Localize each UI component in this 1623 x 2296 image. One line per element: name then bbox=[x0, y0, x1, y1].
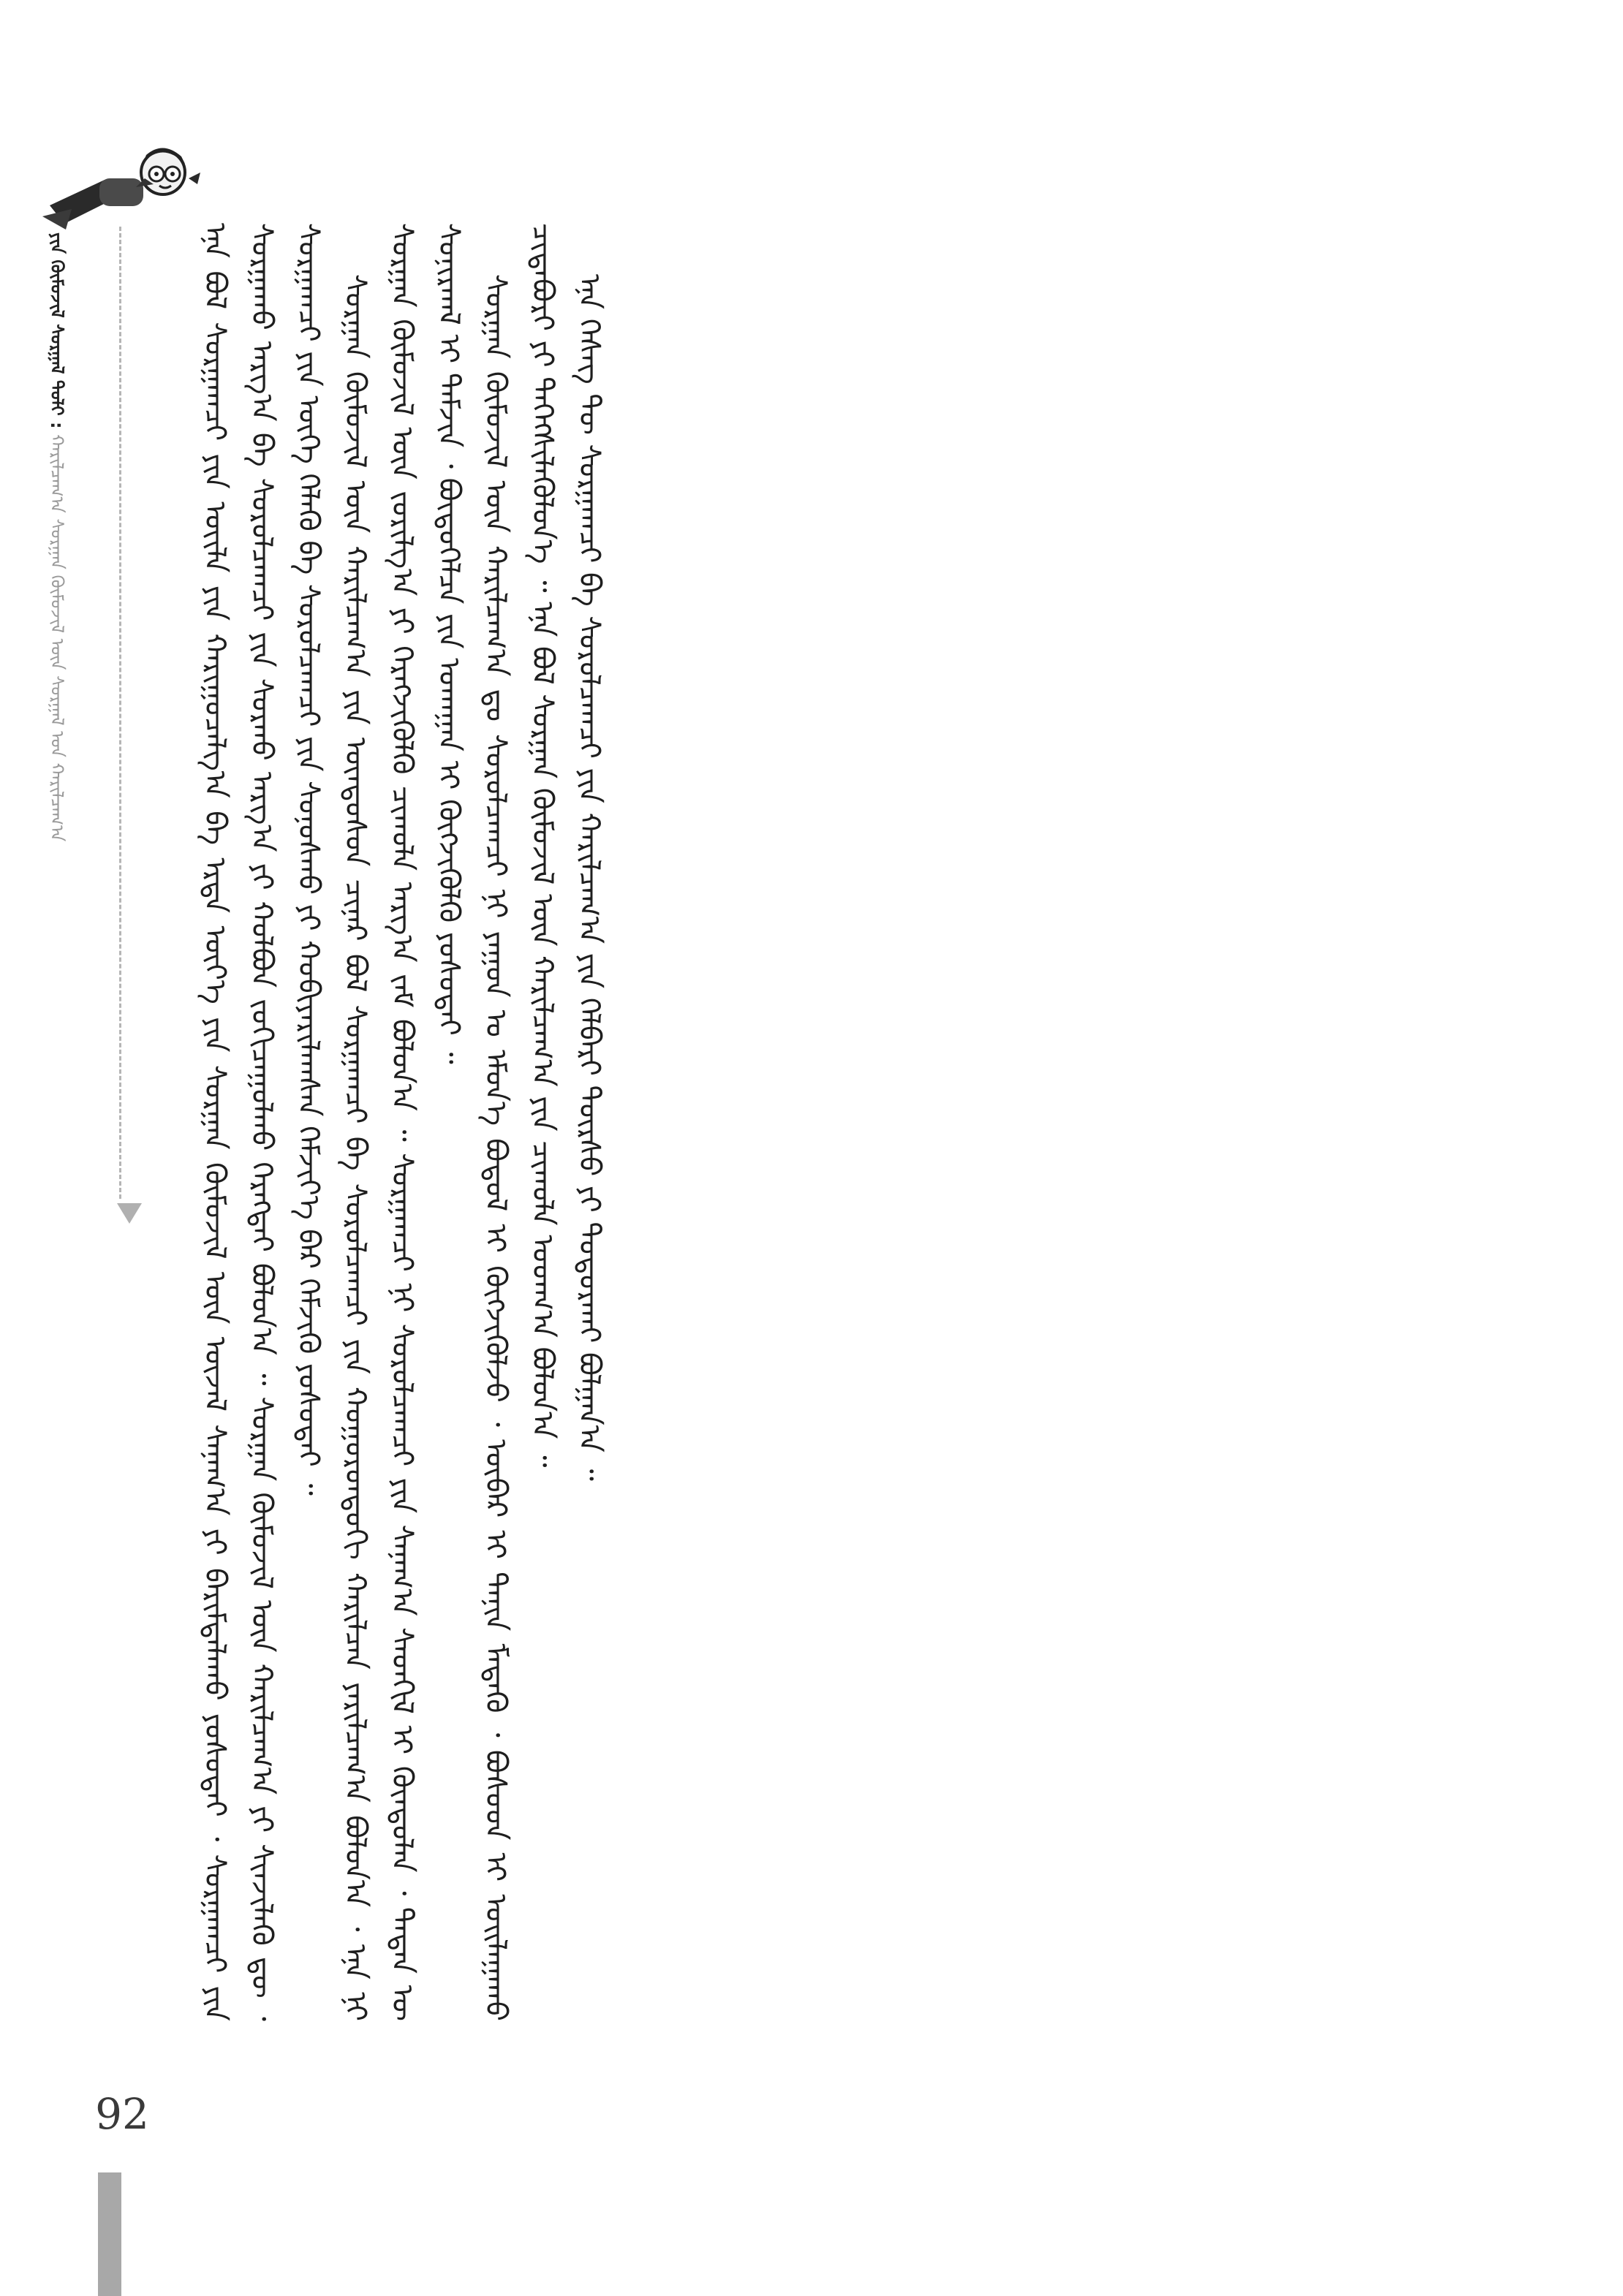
paragraph: ᠡᠨᠡ ᠬᠡᠰᠡᠭ ᠲᠦ ᠰᠤᠷᠭᠠᠭᠴᠢ ᠪᠠ ᠰᠤᠷᠤᠯᠴᠠᠭᠴᠢ ᠶᠢᠨ ᠬᠠᠷᠢᠯᠴᠠᠭ᠎ᠠ ᠶᠢᠨ ᠬᠡᠯᠪᠡᠷᠢ ᠳᠦᠷᠰᠦ ᠶᠢ ᠲᠣᠳᠣᠷᠬᠠᠢ ᠪᠣᠯᠭᠠᠨ᠎ᠠ ᠃ bbox=[572, 274, 606, 1482]
running-head-title: ᠬᠠᠷᠢᠯᠴᠠᠭ᠎ᠠ ᠰᠤᠷᠭᠠᠨ ᠬᠦᠮᠦᠵᠢᠯ ᠦᠨ ᠰᠤᠷᠭᠠᠯ ᠤᠨ ᠬᠠᠷᠢᠯᠴᠠᠭ᠎ᠠ bbox=[47, 434, 67, 842]
page-number: 92 bbox=[95, 2089, 149, 2139]
running-head bbox=[42, 232, 72, 1197]
paragraph: ᠡᠨᠡ ᠪᠣᠯ ᠰᠤᠷᠭᠠᠭᠴᠢ ᠶᠢᠨ ᠦᠢᠯᠡ ᠶᠢᠨ ᠬᠠᠷᠢᠭᠤᠴᠠᠯᠭ᠎ᠠ ᠪᠠ ᠡᠷᠲᠡ ᠦᠶ᠎ᠡ ᠶᠢᠨ ᠰᠤᠷᠭᠠᠨ ᠬᠦᠮᠦᠵᠢᠯ ᠦᠨ ᠦᠵᠡᠯ ᠰᠠᠨᠠᠭ᠎ᠠ ᠶᠢ ᠪᠠᠷᠢᠮᠲᠠᠯᠠᠬᠤ ᠶᠤᠰᠤᠲᠠᠢ ᠂ ᠰᠤᠷᠭᠠᠭᠴᠢ ᠶᠢᠨ ᠰᠤᠷᠭᠠᠬᠤ ᠠᠷᠭ᠎ᠠ ᠪᠠ ᠰᠤᠷᠤᠯᠴᠠᠭᠴᠢ ᠶᠢᠨ ᠰᠤᠷᠬᠤ ᠠᠷᠭ᠎ᠠ ᠶᠢ ᠬᠣᠯᠪᠣᠨ ᠵᠣᠬᠢᠴᠠᠭᠤᠯᠬᠤ ᠬᠡᠷᠡᠭᠲᠡᠢ ᠪᠣᠯᠤᠨ᠎ᠠ ᠃ ᠰᠤᠷᠭᠠᠨ ᠬᠦᠮᠦᠵᠢᠯ ᠦᠨ ᠬᠠᠷᠢᠯᠴᠠᠭ᠎ᠠ ᠶᠢ ᠰᠢᠨᠵᠢᠯᠡᠬᠦ ᠳᠦ ᠂ ᠰᠤᠷᠭᠠᠭᠴᠢ ᠶᠢᠨ ᠦᠭᠡ ᠬᠡᠯᠡᠬᠦ ᠪᠠ ᠰᠤᠷᠤᠯᠴᠠᠭᠴᠢ ᠶᠢᠨ ᠰᠤᠨᠣᠰᠬᠤ ᠶᠢ ᠬᠤᠪᠢᠶᠠᠷᠢᠯᠠᠭᠰᠠᠨ ᠬᠡᠮᠵᠢᠶ᠎ᠡ ᠪᠡᠷ ᠬᠡᠮᠵᠢᠬᠦ ᠶᠤᠰᠤᠲᠠᠢ ᠃ bbox=[198, 223, 325, 2021]
dashed-guide-line bbox=[119, 227, 121, 1199]
paragraph: ᠰᠤᠷᠭᠠᠨ ᠬᠦᠮᠦᠵᠢᠯ ᠦᠨ ᠬᠠᠷᠢᠯᠴᠠᠭ᠎ᠠ ᠶᠢᠨ ᠦᠨᠳᠦᠰᠦᠨ ᠴᠢᠨᠠᠷ ᠪᠣᠯ ᠰᠤᠷᠭᠠᠭᠴᠢ ᠪᠠ ᠰᠤᠷᠤᠯᠴᠠᠭᠴᠢ ᠶᠢᠨ ᠬᠣᠭᠣᠷᠣᠨᠳᠣᠬᠢ ᠬᠠᠷᠢᠯᠴᠠᠨ ᠶᠠᠷᠢᠯᠴᠠᠭ᠎ᠠ ᠪᠣᠯᠤᠨ᠎ᠠ ᠂ ᠡᠨᠡ ᠨᠢ ᠰᠤᠷᠭᠠᠨ ᠬᠦᠮᠦᠵᠢᠯ ᠦᠨ ᠵᠣᠷᠢᠯᠭ᠎ᠠ ᠶᠢ ᠬᠡᠷᠡᠭᠵᠢᠭᠦᠯᠬᠦ ᠴᠢᠬᠤᠯᠠ ᠠᠷᠭ᠎ᠠ ᠵᠠᠮ ᠪᠣᠯᠤᠨ᠎ᠠ ᠃ ᠰᠤᠷᠭᠠᠭᠴᠢ ᠨᠢ ᠰᠤᠷᠤᠯᠴᠠᠭᠴᠢ ᠶᠢᠨ ᠰᠠᠨᠠᠭ᠎ᠠ ᠰᠡᠳᠬᠢᠯ ᠢ ᠬᠦᠨᠳᠦᠯᠡᠨ ᠂ ᠲᠡᠳᠡᠨ ᠦ ᠰᠤᠨᠢᠷᠬᠠᠯ ᠢ ᠳᠡᠮᠵᠢᠨ ᠂ ᠪᠦᠲᠦᠭᠡᠯᠴᠡ ᠶᠢᠨ ᠤᠬᠠᠭᠠᠨ ᠢ ᠬᠥᠭᠵᠢᠭᠦᠯᠬᠦ ᠶᠤᠰᠤᠲᠠᠢ ᠃ bbox=[338, 223, 466, 2021]
body-text bbox=[192, 223, 1420, 2021]
mascot-illustration bbox=[35, 136, 203, 238]
running-head-series: ᠶᠢᠨ ᠬᠦᠮᠦᠵᠢᠯ ᠰᠤᠷᠭᠠᠯ ᠲᠤᠯᠢ : bbox=[47, 232, 67, 429]
triangle-marker-icon bbox=[117, 1203, 142, 1224]
paragraph: ᠰᠤᠷᠭᠠᠨ ᠬᠦᠮᠦᠵᠢᠯ ᠦᠨ ᠬᠠᠷᠢᠯᠴᠠᠭ᠎ᠠ ᠳᠤ ᠰᠤᠷᠤᠯᠴᠠᠭᠴᠢ ᠨᠢ ᠶᠠᠭᠤᠨ ᠤ ᠡᠮᠦᠨ᠎ᠡ ᠪᠣᠳᠣᠯ ᠢ ᠬᠥᠭᠵᠢᠭᠦᠯᠵᠦ ᠂ ᠥᠪᠡᠷ ᠢ ᠲᠠᠨᠢᠨ ᠮᠡᠳᠡᠬᠦ ᠂ ᠪᠤᠰᠤᠳ ᠢ ᠣᠢᠯᠠᠭᠠᠬᠤ ᠴᠢᠳᠠᠪᠤᠷᠢ ᠶᠢ ᠳᠡᠭᠡᠭᠰᠢᠯᠡᠭᠦᠯᠦᠨ᠎ᠡ ᠃ ᠡᠨᠡ ᠪᠣᠯ ᠰᠤᠷᠭᠠᠨ ᠬᠦᠮᠦᠵᠢᠯ ᠦᠨ ᠬᠠᠷᠢᠯᠴᠠᠭ᠎ᠠ ᠶᠢᠨ ᠴᠢᠬᠤᠯᠠ ᠤᠳᠬ᠎ᠠ ᠪᠣᠯᠤᠨ᠎ᠠ ᠃ bbox=[479, 223, 559, 2021]
page-edge-tab bbox=[98, 2172, 121, 2296]
